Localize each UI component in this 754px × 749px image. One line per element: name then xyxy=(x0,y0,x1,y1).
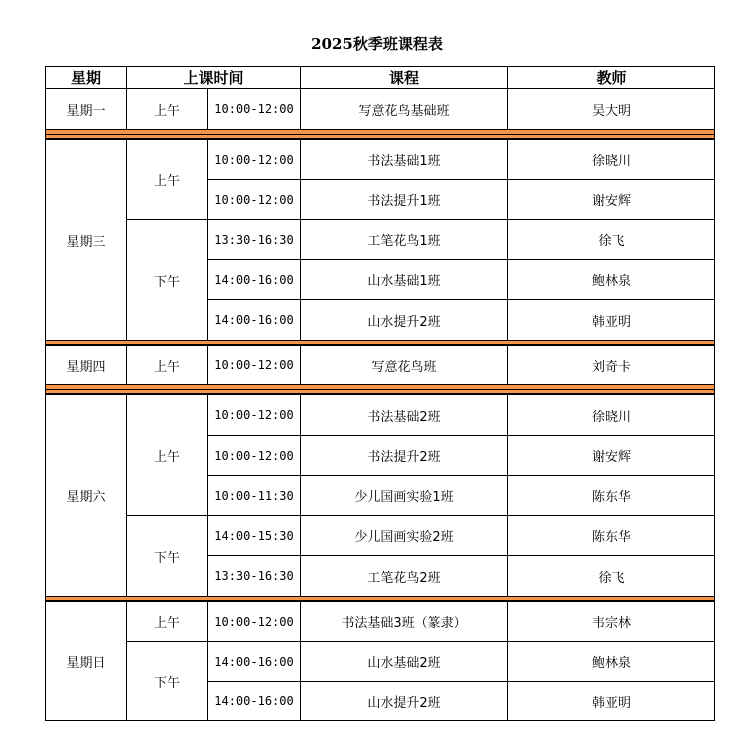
time-cell: 10:00-12:00 xyxy=(207,601,300,641)
time-cell: 14:00-16:00 xyxy=(207,641,300,681)
period-cell: 上午 xyxy=(126,601,207,641)
teacher-cell: 徐飞 xyxy=(507,219,715,259)
course-cell: 书法基础1班 xyxy=(300,139,507,179)
course-cell: 书法基础3班（篆隶） xyxy=(300,601,507,641)
course-cell: 工笔花鸟1班 xyxy=(300,219,507,259)
day-cell: 星期日 xyxy=(45,601,126,720)
teacher-cell: 谢安辉 xyxy=(507,435,715,475)
period-cell: 下午 xyxy=(126,515,207,596)
course-cell: 山水基础1班 xyxy=(300,259,507,299)
time-cell: 10:00-12:00 xyxy=(207,88,300,129)
time-cell: 10:00-12:00 xyxy=(207,394,300,435)
teacher-cell: 陈东华 xyxy=(507,475,715,515)
page-title: 2025秋季班课程表 xyxy=(311,35,443,53)
header-course: 课程 xyxy=(300,66,507,88)
teacher-cell: 徐飞 xyxy=(507,555,715,596)
teacher-cell: 韦宗林 xyxy=(507,601,715,641)
course-cell: 写意花鸟基础班 xyxy=(300,88,507,129)
period-cell: 上午 xyxy=(126,88,207,129)
time-cell: 13:30-16:30 xyxy=(207,555,300,596)
day-cell: 星期六 xyxy=(45,394,126,596)
day-separator xyxy=(45,129,715,139)
course-cell: 书法提升1班 xyxy=(300,179,507,219)
header-teacher: 教师 xyxy=(507,66,715,88)
day-cell: 星期四 xyxy=(45,345,126,384)
time-cell: 14:00-15:30 xyxy=(207,515,300,555)
teacher-cell: 鲍林泉 xyxy=(507,259,715,299)
teacher-cell: 鲍林泉 xyxy=(507,641,715,681)
teacher-cell: 刘奇卡 xyxy=(507,345,715,384)
time-cell: 13:30-16:30 xyxy=(207,219,300,259)
course-cell: 山水基础2班 xyxy=(300,641,507,681)
period-cell: 上午 xyxy=(126,394,207,515)
header-day: 星期 xyxy=(45,66,126,88)
course-cell: 少儿国画实验2班 xyxy=(300,515,507,555)
teacher-cell: 徐晓川 xyxy=(507,394,715,435)
day-cell: 星期三 xyxy=(45,139,126,340)
course-cell: 书法提升2班 xyxy=(300,435,507,475)
time-cell: 10:00-11:30 xyxy=(207,475,300,515)
course-cell: 工笔花鸟2班 xyxy=(300,555,507,596)
time-cell: 10:00-12:00 xyxy=(207,179,300,219)
time-cell: 10:00-12:00 xyxy=(207,345,300,384)
period-cell: 上午 xyxy=(126,139,207,219)
teacher-cell: 谢安辉 xyxy=(507,179,715,219)
day-separator xyxy=(45,384,715,394)
course-cell: 书法基础2班 xyxy=(300,394,507,435)
teacher-cell: 陈东华 xyxy=(507,515,715,555)
course-cell: 写意花鸟班 xyxy=(300,345,507,384)
time-cell: 14:00-16:00 xyxy=(207,681,300,720)
time-cell: 10:00-12:00 xyxy=(207,139,300,179)
schedule-table xyxy=(45,66,715,721)
period-cell: 下午 xyxy=(126,641,207,720)
time-cell: 10:00-12:00 xyxy=(207,435,300,475)
course-cell: 山水提升2班 xyxy=(300,299,507,340)
teacher-cell: 徐晓川 xyxy=(507,139,715,179)
teacher-cell: 吴大明 xyxy=(507,88,715,129)
teacher-cell: 韩亚明 xyxy=(507,681,715,720)
time-cell: 14:00-16:00 xyxy=(207,259,300,299)
time-cell: 14:00-16:00 xyxy=(207,299,300,340)
header-time: 上课时间 xyxy=(126,66,300,88)
course-cell: 少儿国画实验1班 xyxy=(300,475,507,515)
day-cell: 星期一 xyxy=(45,88,126,129)
period-cell: 上午 xyxy=(126,345,207,384)
period-cell: 下午 xyxy=(126,219,207,340)
course-cell: 山水提升2班 xyxy=(300,681,507,720)
teacher-cell: 韩亚明 xyxy=(507,299,715,340)
